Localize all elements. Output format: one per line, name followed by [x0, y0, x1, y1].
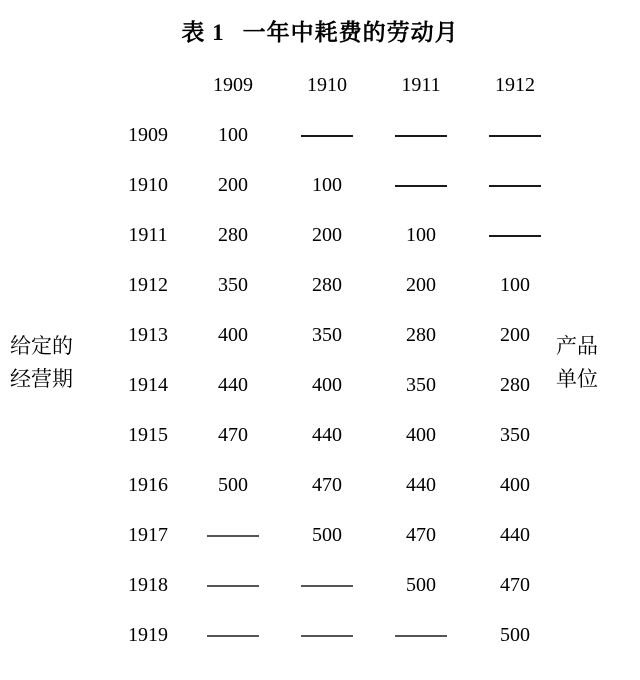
cell-1909-1912 — [468, 110, 562, 160]
cell-1916-1911: 440 — [406, 473, 436, 496]
left-axis-label-line1: 给定的 — [10, 334, 73, 358]
cell-1915-1911: 400 — [406, 423, 436, 446]
cell-1915-1912: 350 — [500, 423, 530, 446]
left-axis-label-line2: 经营期 — [10, 366, 73, 391]
row-header-1913: 1913 — [128, 323, 168, 346]
cell-1918-1912: 470 — [500, 573, 530, 596]
cell-1912-1909: 350 — [218, 273, 248, 296]
cell-1913-1911: 280 — [406, 323, 436, 346]
cell-1913-1912: 200 — [500, 323, 530, 346]
cell-1913-1910: 350 — [312, 323, 342, 346]
empty-dash-icon — [207, 535, 259, 537]
cell-1916-1909: 500 — [218, 473, 248, 496]
cell-1910-1912 — [468, 160, 562, 210]
table-row — [110, 310, 562, 360]
empty-dash-icon — [395, 185, 447, 187]
cell-1914-1911: 350 — [406, 373, 436, 396]
table-header-row — [110, 60, 562, 110]
table-row — [110, 410, 562, 460]
table-row — [110, 260, 562, 310]
row-header-1916: 1916 — [128, 473, 168, 496]
cell-1917-1911: 470 — [406, 523, 436, 546]
cell-1910-1911 — [374, 160, 468, 210]
cell-1919-1909 — [186, 610, 280, 660]
empty-dash-icon — [207, 635, 259, 637]
cell-1915-1909: 470 — [218, 423, 248, 446]
empty-dash-icon — [207, 585, 259, 587]
cell-1914-1912: 280 — [500, 373, 530, 396]
cell-1918-1909 — [186, 560, 280, 610]
cell-1919-1911 — [374, 610, 468, 660]
cell-1912-1911: 200 — [406, 273, 436, 296]
page-title — [0, 14, 640, 47]
cell-1910-1910: 100 — [312, 173, 342, 196]
cell-1912-1912: 100 — [500, 273, 530, 296]
row-header-1910: 1910 — [128, 173, 168, 196]
empty-dash-icon — [489, 135, 541, 137]
cell-1909-1909: 100 — [218, 123, 248, 146]
cell-1914-1910: 400 — [312, 373, 342, 396]
right-axis-label — [556, 330, 598, 395]
table-row — [110, 460, 562, 510]
labor-months-table — [110, 60, 562, 660]
row-header-1914: 1914 — [128, 373, 168, 396]
cell-1910-1909: 200 — [218, 173, 248, 196]
row-header-1915: 1915 — [128, 423, 168, 446]
cell-1917-1909 — [186, 510, 280, 560]
cell-1919-1910 — [280, 610, 374, 660]
cell-1912-1910: 280 — [312, 273, 342, 296]
row-header-1912: 1912 — [128, 273, 168, 296]
table-row — [110, 610, 562, 660]
row-header-1918: 1918 — [128, 573, 168, 596]
cell-1916-1910: 470 — [312, 473, 342, 496]
empty-dash-icon — [489, 185, 541, 187]
table-row — [110, 510, 562, 560]
cell-1911-1909: 280 — [218, 223, 248, 246]
table-title-text: 一年中耗费的劳动月 — [242, 20, 459, 45]
cell-1919-1912: 500 — [500, 623, 530, 646]
table-row — [110, 210, 562, 260]
empty-dash-icon — [301, 585, 353, 587]
cell-1911-1912 — [468, 210, 562, 260]
cell-1917-1912: 440 — [500, 523, 530, 546]
row-header-1917: 1917 — [128, 523, 168, 546]
right-axis-label-line1: 产品 — [556, 334, 598, 358]
column-header-1910: 1910 — [307, 73, 347, 96]
cell-1917-1910: 500 — [312, 523, 342, 546]
row-header-1909: 1909 — [128, 123, 168, 146]
cell-1918-1910 — [280, 560, 374, 610]
table-row — [110, 110, 562, 160]
cell-1914-1909: 440 — [218, 373, 248, 396]
cell-1909-1911 — [374, 110, 468, 160]
cell-1918-1911: 500 — [406, 573, 436, 596]
table-corner-cell — [110, 60, 186, 110]
left-axis-label — [10, 330, 73, 395]
row-header-1911: 1911 — [128, 223, 168, 246]
cell-1916-1912: 400 — [500, 473, 530, 496]
table-number: 表 1 — [181, 20, 225, 45]
column-header-1911: 1911 — [401, 73, 441, 96]
cell-1911-1911: 100 — [406, 223, 436, 246]
empty-dash-icon — [395, 135, 447, 137]
empty-dash-icon — [395, 635, 447, 637]
cell-1911-1910: 200 — [312, 223, 342, 246]
column-header-1912: 1912 — [495, 73, 535, 96]
empty-dash-icon — [301, 635, 353, 637]
right-axis-label-line2: 单位 — [556, 366, 598, 391]
table-row — [110, 560, 562, 610]
cell-1915-1910: 440 — [312, 423, 342, 446]
empty-dash-icon — [489, 235, 541, 237]
empty-dash-icon — [301, 135, 353, 137]
cell-1909-1910 — [280, 110, 374, 160]
row-header-1919: 1919 — [128, 623, 168, 646]
cell-1913-1909: 400 — [218, 323, 248, 346]
column-header-1909: 1909 — [213, 73, 253, 96]
table-row — [110, 160, 562, 210]
table-row — [110, 360, 562, 410]
